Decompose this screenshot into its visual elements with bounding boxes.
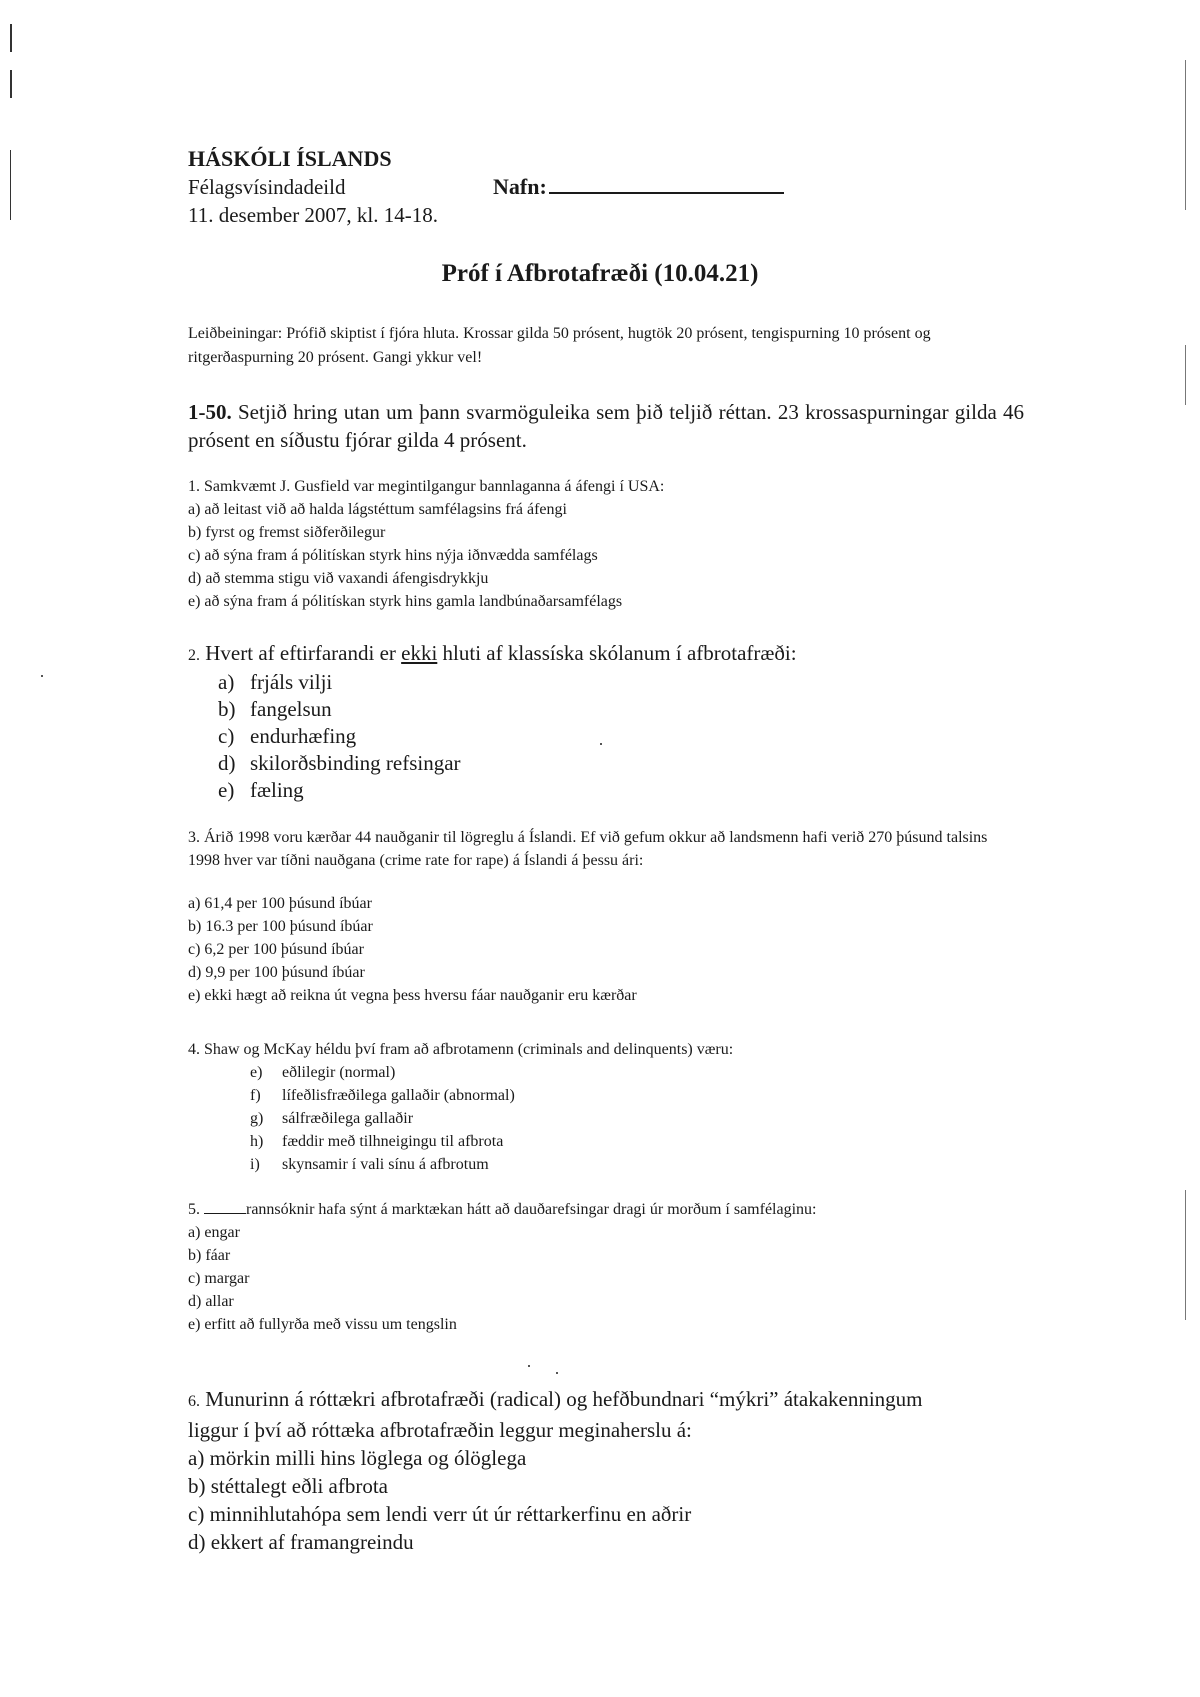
question-text-underlined: ekki — [401, 641, 438, 665]
answer-option[interactable]: c) minnihlutahópa sem lendi verr út úr réttarkerfinu en aðrir — [188, 1502, 692, 1526]
question-number: 5. — [188, 1201, 200, 1218]
answer-option[interactable]: c) 6,2 per 100 þúsund íbúar — [188, 941, 364, 958]
answer-option[interactable] — [188, 777, 797, 804]
option-text: eðlilegir (normal) — [282, 1064, 396, 1081]
answer-option[interactable] — [188, 696, 797, 723]
scan-speck — [600, 743, 602, 745]
answer-option[interactable]: a) 61,4 per 100 þúsund íbúar — [188, 895, 372, 912]
answer-option[interactable] — [188, 1107, 733, 1130]
option-text: frjáls vilji — [250, 670, 333, 694]
answer-option[interactable]: b) stéttalegt eðli afbrota — [188, 1474, 389, 1498]
question-5 — [188, 1198, 817, 1336]
question-4 — [188, 1038, 733, 1176]
option-label: e) — [250, 1064, 263, 1081]
option-text: fæddir með tilhneigingu til afbrota — [282, 1133, 504, 1150]
scan-edge-mark — [1185, 60, 1186, 210]
question-text: Árið 1998 voru kærðar 44 nauðganir til lögreglu á Íslandi. Ef við gefum okkur að landsmenn hafi verið 270 þúsund talsins 1998 hver var tíðni nauðgana (crime rate for rape) á Íslandi á þessu ári: — [188, 829, 988, 869]
answer-option[interactable] — [188, 750, 797, 777]
answer-option[interactable] — [188, 1153, 733, 1176]
answer-option[interactable] — [188, 723, 797, 750]
answer-option[interactable]: e) erfitt að fullyrða með vissu um tengslin — [188, 1316, 457, 1333]
answer-option[interactable]: d) ekkert af framangreindu — [188, 1530, 414, 1554]
option-label: a) — [218, 670, 235, 694]
question-3 — [188, 826, 1018, 1007]
scan-edge-mark — [10, 70, 12, 98]
section-intro — [188, 398, 1024, 454]
answer-option[interactable]: b) 16.3 per 100 þúsund íbúar — [188, 918, 373, 935]
option-label: f) — [250, 1087, 261, 1104]
question-text-end: hluti af klassíska skólanum í afbrotafræði: — [442, 641, 797, 665]
department-name: Félagsvísindadeild — [188, 175, 346, 199]
name-line[interactable] — [549, 174, 784, 194]
scan-edge-mark — [10, 24, 12, 52]
question-6 — [188, 1385, 948, 1556]
section-number: 1-50. — [188, 400, 232, 424]
question-text: Shaw og McKay héldu því fram að afbrotamenn (criminals and delinquents) væru: — [204, 1041, 734, 1058]
answer-option[interactable]: b) fyrst og fremst siðferðilegur — [188, 524, 386, 541]
scan-edge-mark — [1185, 345, 1186, 405]
scan-speck — [528, 1365, 530, 1367]
option-text: skynsamir í vali sínu á afbrotum — [282, 1156, 489, 1173]
option-label: h) — [250, 1133, 264, 1150]
section-text: Setjið hring utan um þann svarmöguleika sem þið teljið réttan. 23 krossaspurningar gilda 46 prósent en síðustu fjórar gilda 4 prósent. — [188, 400, 1024, 452]
answer-option[interactable] — [188, 1061, 733, 1084]
exam-header — [188, 145, 547, 229]
question-number: 3. — [188, 829, 200, 846]
answer-option[interactable]: e) að sýna fram á pólitískan styrk hins gamla landbúnaðarsamfélags — [188, 593, 623, 610]
answer-option[interactable]: d) 9,9 per 100 þúsund íbúar — [188, 964, 365, 981]
answer-option[interactable]: b) fáar — [188, 1247, 231, 1264]
exam-date: 11. desember 2007, kl. 14-18. — [188, 203, 439, 227]
fill-in-blank[interactable] — [204, 1199, 246, 1214]
question-text: Samkvæmt J. Gusfield var megintilgangur bannlaganna á áfengi í USA: — [204, 478, 665, 495]
option-label: c) — [218, 724, 235, 748]
scan-speck — [41, 675, 43, 677]
question-text: rannsóknir hafa sýnt á marktækan hátt að dauðarefsingar dragi úr morðum í samfélaginu: — [246, 1201, 817, 1218]
exam-title: Próf í Afbrotafræði (10.04.21) — [441, 260, 759, 287]
option-text: endurhæfing — [250, 724, 357, 748]
scan-edge-mark — [10, 150, 11, 220]
answer-option[interactable]: d) að stemma stigu við vaxandi áfengisdrykkju — [188, 570, 489, 587]
question-number: 1. — [188, 478, 200, 495]
answer-option[interactable]: c) að sýna fram á pólitískan styrk hins nýja iðnvædda samfélags — [188, 547, 598, 564]
university-name: HÁSKÓLI ÍSLANDS — [188, 146, 392, 171]
option-label: i) — [250, 1156, 260, 1173]
question-text: Munurinn á róttækri afbrotafræði (radical) og hefðbundnari “mýkri” átakakenningum liggur í því að róttæka afbrotafræðin leggur meginaherslu á: — [188, 1387, 923, 1442]
name-field[interactable] — [493, 173, 784, 201]
option-label: e) — [218, 778, 235, 802]
option-label: g) — [250, 1110, 264, 1127]
answer-option[interactable] — [188, 1130, 733, 1153]
name-label: Nafn: — [493, 174, 547, 199]
question-number: 6. — [188, 1393, 200, 1410]
answer-option[interactable]: c) margar — [188, 1270, 250, 1287]
answer-option[interactable] — [188, 669, 797, 696]
answer-option[interactable]: d) allar — [188, 1293, 234, 1310]
answer-option[interactable]: a) mörkin milli hins löglega og ólöglega — [188, 1446, 527, 1470]
question-number: 2. — [188, 647, 200, 664]
question-2 — [188, 640, 797, 804]
scan-speck — [556, 1372, 558, 1374]
option-label: d) — [218, 751, 236, 775]
option-text: fæling — [250, 778, 304, 802]
scan-edge-mark — [1185, 1190, 1186, 1320]
answer-option[interactable]: a) engar — [188, 1224, 240, 1241]
answer-option[interactable]: a) að leitast við að halda lágstéttum samfélagsins frá áfengi — [188, 501, 567, 518]
question-1 — [188, 475, 664, 613]
instructions: Leiðbeiningar: Prófið skiptist í fjóra hluta. Krossar gilda 50 prósent, hugtök 20 prósent, tengispurning 10 prósent og ritgerðaspurning 20 prósent. Gangi ykkur vel! — [188, 325, 931, 366]
option-text: fangelsun — [250, 697, 332, 721]
question-number: 4. — [188, 1041, 200, 1058]
option-label: b) — [218, 697, 236, 721]
option-text: lífeðlisfræðilega gallaðir (abnormal) — [282, 1087, 515, 1104]
answer-option[interactable] — [188, 1084, 733, 1107]
question-text-start: Hvert af eftirfarandi er — [205, 641, 396, 665]
option-text: sálfræðilega gallaðir — [282, 1110, 414, 1127]
answer-option[interactable]: e) ekki hægt að reikna út vegna þess hversu fáar nauðganir eru kærðar — [188, 987, 637, 1004]
option-text: skilorðsbinding refsingar — [250, 751, 461, 775]
